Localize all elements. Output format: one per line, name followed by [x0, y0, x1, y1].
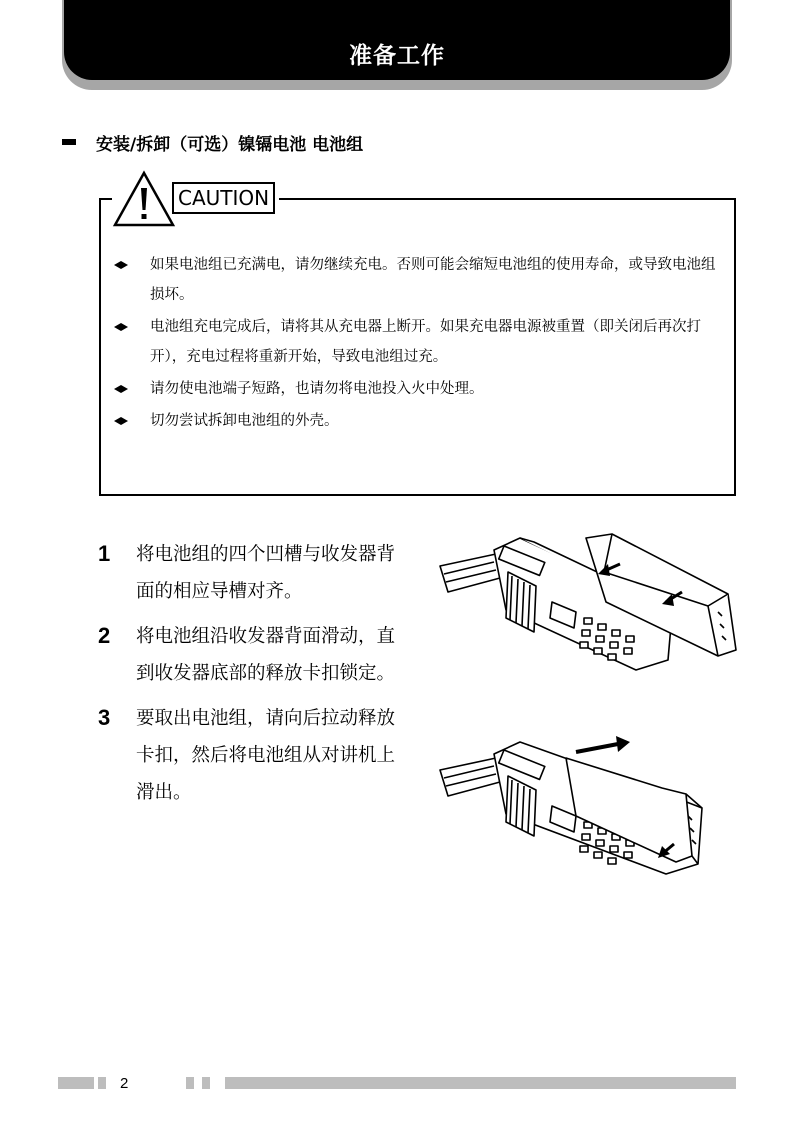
steps-list	[98, 536, 418, 819]
caution-item-text: 电池组充电完成后，请将其从充电器上断开。如果充电器电源被重置（即关闭后再次打开），充电过程将重新开始，导致电池组过充。	[150, 319, 701, 365]
caution-item	[112, 312, 722, 372]
step	[98, 536, 418, 610]
step-text: 将电池组沿收发器背面滑动，直到收发器底部的释放卡扣锁定。	[136, 626, 396, 684]
footer-bar-segment	[98, 1077, 106, 1089]
step-number: 3	[98, 705, 111, 730]
caution-badge	[112, 170, 279, 228]
caution-item-text: 切勿尝试拆卸电池组的外壳。	[150, 413, 339, 429]
step-number: 1	[98, 541, 111, 566]
caution-item	[112, 250, 722, 310]
step-text: 将电池组的四个凹槽与收发器背面的相应导槽对齐。	[136, 544, 396, 602]
footer-bar-long	[225, 1077, 736, 1089]
caution-item-text: 如果电池组已充满电，请勿继续充电。否则可能会缩短电池组的使用寿命，或导致电池组损坏。	[150, 257, 716, 303]
section-title: 安装/拆卸（可选）镍镉电池 电池组	[96, 134, 364, 155]
caution-label: CAUTION	[172, 182, 275, 214]
step-text: 要取出电池组，请向后拉动释放卡扣，然后将电池组从对讲机上滑出。	[136, 708, 396, 803]
diamond-bullet-icon	[114, 323, 128, 331]
diamond-bullet-icon	[114, 385, 128, 393]
step	[98, 700, 418, 811]
diamond-bullet-icon	[114, 261, 128, 269]
caution-item-text: 请勿使电池端子短路，也请勿将电池投入火中处理。	[150, 381, 484, 397]
page-header	[64, 0, 730, 80]
warning-triangle-icon	[112, 170, 176, 228]
header-title: 准备工作	[349, 42, 445, 69]
section-bullet-icon	[62, 139, 76, 145]
footer-bar-segment	[202, 1077, 210, 1089]
radio-battery-install-icon	[436, 532, 742, 672]
radio-battery-remove-icon	[436, 736, 742, 884]
footer-bar-segment	[58, 1077, 94, 1089]
caution-list	[112, 250, 722, 438]
step	[98, 618, 418, 692]
caution-item	[112, 374, 722, 404]
diamond-bullet-icon	[114, 417, 128, 425]
step-number: 2	[98, 623, 111, 648]
page-number: 2	[120, 1075, 129, 1092]
footer-bar-segment	[186, 1077, 194, 1089]
caution-item	[112, 406, 722, 436]
section-heading	[62, 130, 363, 154]
